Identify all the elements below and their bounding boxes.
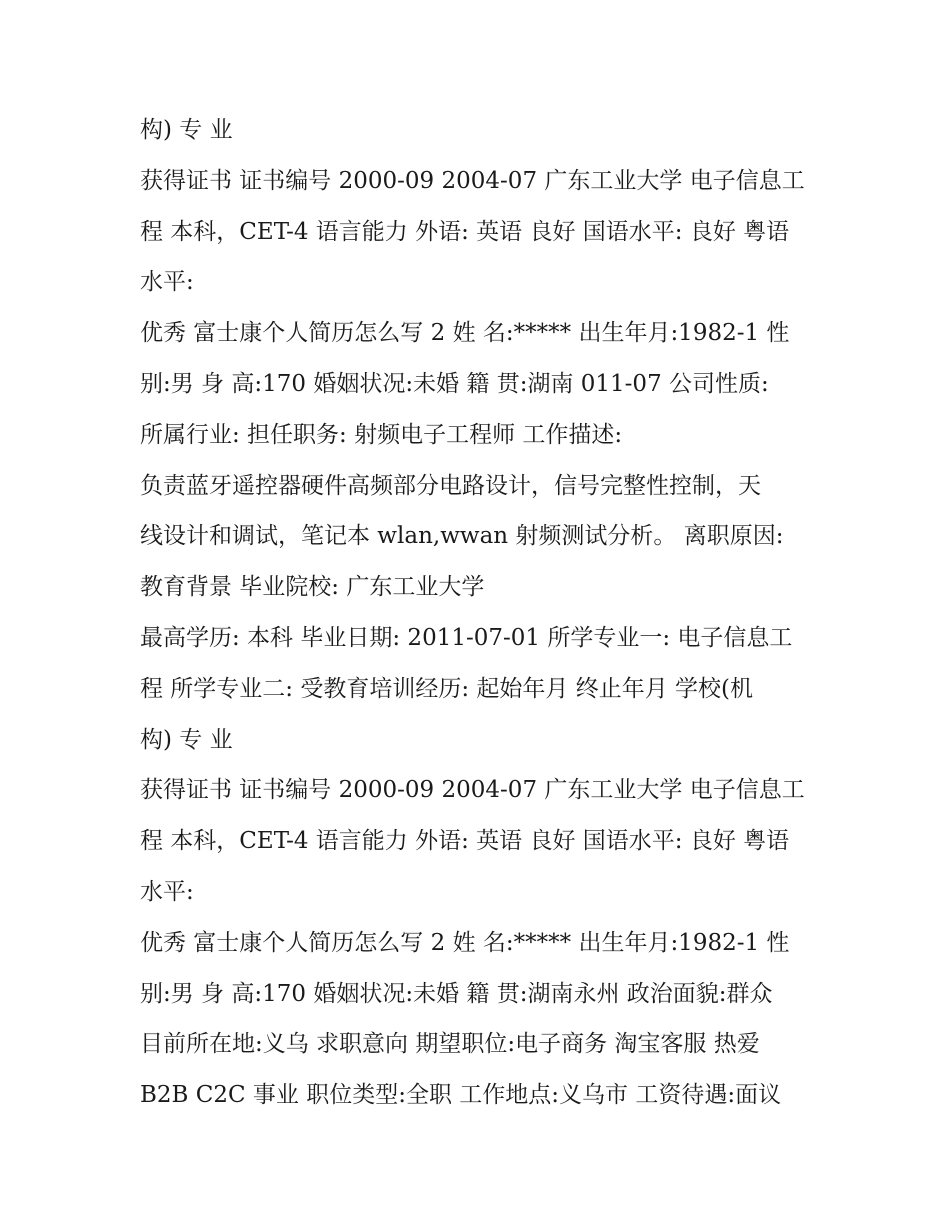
text-line: 程 所学专业二: 受教育培训经历: 起始年月 终止年月 学校(机: [140, 675, 754, 702]
text-line: 别:男 身 高:170 婚姻状况:未婚 籍 贯:湖南永州 政治面貌:群众: [140, 980, 773, 1007]
document-body: [140, 105, 820, 1121]
text-line: 水平:: [140, 878, 194, 905]
text-line: 获得证书 证书编号 2000-09 2004-07 广东工业大学 电子信息工: [140, 167, 805, 194]
text-line: 最高学历: 本科 毕业日期: 2011-07-01 所学专业一: 电子信息工: [140, 624, 793, 651]
text-line: B2B C2C 事业 职位类型:全职 工作地点:义乌市 工资待遇:面议: [140, 1082, 782, 1109]
text-line: 构) 专 业: [140, 117, 233, 143]
text-line: 线设计和调试，笔记本 wlan,wwan 射频测试分析。 离职原因:: [140, 523, 784, 550]
text-line: 获得证书 证书编号 2000-09 2004-07 广东工业大学 电子信息工: [140, 777, 805, 804]
text-line: 别:男 身 高:170 婚姻状况:未婚 籍 贯:湖南 011-07 公司性质:: [140, 370, 769, 397]
text-line: 优秀 富士康个人简历怎么写 2 姓 名:***** 出生年月:1982-1 性: [140, 929, 790, 956]
text-line: 水平:: [140, 269, 194, 296]
text-line: 程 本科，CET-4 语言能力 外语: 英语 良好 国语水平: 良好 粤语: [140, 828, 790, 855]
text-line: 优秀 富士康个人简历怎么写 2 姓 名:***** 出生年月:1982-1 性: [140, 320, 790, 347]
text-line: 教育背景 毕业院校: 广东工业大学: [140, 574, 485, 601]
text-line: 负责蓝牙遥控器硬件高频部分电路设计，信号完整性控制，天: [140, 472, 761, 499]
text-line: 构) 专 业: [140, 726, 233, 753]
text-line: 所属行业: 担任职务: 射频电子工程师 工作描述:: [140, 421, 623, 448]
text-line: 目前所在地:义乌 求职意向 期望职位:电子商务 淘宝客服 热爱: [140, 1031, 760, 1058]
text-line: 程 本科，CET-4 语言能力 外语: 英语 良好 国语水平: 良好 粤语: [140, 218, 790, 245]
